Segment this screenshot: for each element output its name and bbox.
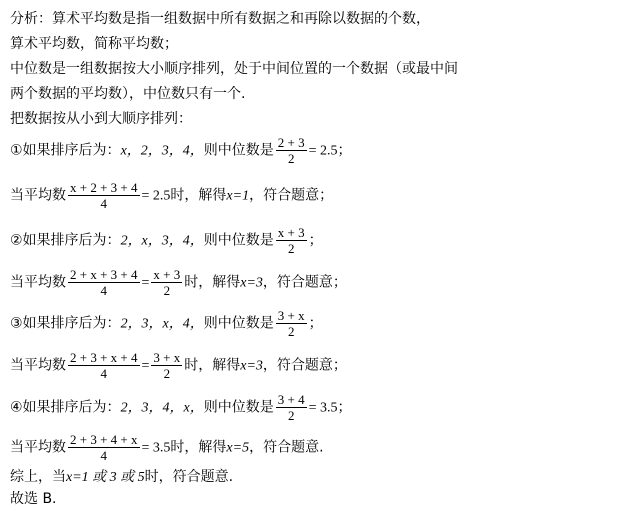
fraction-numerator: x + 3 [277, 225, 305, 240]
fraction-numerator: 3 + x [153, 350, 181, 365]
case-4-mean-result: = 3.5 [141, 440, 171, 456]
fraction-denominator: 4 [100, 448, 107, 463]
analysis-line-1: 分析：算术平均数是指一组数据中所有数据之和再除以数据的个数， [10, 11, 430, 27]
fraction-denominator: 4 [100, 366, 107, 381]
fraction-numerator: 2 + x + 3 + 4 [70, 267, 138, 282]
case-4-mean-fraction [68, 432, 140, 463]
case-3-mean-line [10, 350, 347, 381]
case-1-mean-result: = 2.5 [141, 188, 171, 204]
case-3-sequence: 2，3，x，4， [120, 316, 204, 332]
fraction-numerator: x + 3 [153, 267, 181, 282]
case-3-prefix: ③如果排序后为： [10, 315, 121, 332]
case-2-median-label: 则中位数是 [203, 232, 274, 249]
case-4-conclusion: ，符合题意. [249, 439, 324, 456]
case-1-line [10, 135, 352, 166]
fraction-denominator: 2 [287, 408, 295, 423]
case-2-line [10, 225, 323, 256]
fraction-denominator: 2 [163, 283, 171, 298]
case-2-median-fraction [276, 225, 307, 256]
case-2-rhs-fraction [151, 267, 182, 298]
case-4-sequence: 2，3，4，x， [120, 400, 204, 416]
case-3-median-fraction [276, 308, 307, 339]
fraction-denominator: 2 [287, 241, 295, 256]
case-4-solution: x=5 [226, 440, 250, 456]
case-2-prefix: ②如果排序后为： [10, 232, 121, 249]
case-1-prefix: ①如果排序后为： [10, 142, 121, 159]
analysis-line-4: 两个数据的平均数），中位数只有一个. [10, 86, 246, 102]
case-3-result: ； [308, 315, 323, 332]
case-2-result: ； [308, 232, 323, 249]
case-3-line [10, 308, 323, 339]
case-2-mean-line [10, 267, 347, 298]
case-3-mean-fraction [68, 350, 140, 381]
case-4-result: = 3.5； [308, 400, 352, 416]
case-1-conclusion: ，符合题意； [249, 187, 334, 204]
case-4-mean-prefix: 当平均数 [10, 439, 66, 456]
analysis-line-2: 算术平均数，简称平均数； [10, 36, 178, 52]
equals-sign: = [141, 275, 150, 291]
case-4-solve-label: 时，解得 [170, 439, 227, 456]
fraction-numerator: 3 + 4 [277, 392, 305, 407]
fraction-numerator: 2 + 3 + x + 4 [70, 350, 138, 365]
fraction-denominator: 2 [287, 324, 295, 339]
case-1-mean-prefix: 当平均数 [10, 187, 66, 204]
summary-prefix: 综上，当 [10, 469, 66, 485]
case-3-conclusion: ，符合题意； [262, 357, 347, 374]
case-3-solve-label: 时，解得 [184, 357, 241, 374]
case-4-prefix: ④如果排序后为： [10, 399, 121, 416]
fraction-denominator: 4 [100, 196, 107, 211]
summary-post: 时，符合题意. [144, 469, 234, 485]
case-1-mean-fraction [68, 180, 140, 211]
case-4-line [10, 392, 352, 423]
analysis-line-3: 中位数是一组数据按大小顺序排列，处于中间位置的一个数据（或最中间 [10, 61, 458, 77]
case-1-result: = 2.5； [308, 143, 352, 159]
summary-values: x=1 或 3 或 5 [66, 470, 145, 485]
case-2-mean-fraction [68, 267, 140, 298]
fraction-denominator: 4 [100, 283, 107, 298]
fraction-denominator: 2 [163, 366, 171, 381]
fraction-denominator: 2 [287, 151, 295, 166]
answer-line: 故选 B. [10, 491, 57, 507]
case-3-median-label: 则中位数是 [203, 315, 274, 332]
case-3-solution: x=3 [240, 358, 263, 374]
case-4-median-fraction [276, 392, 307, 423]
analysis-line-5: 把数据按从小到大顺序排列： [10, 111, 192, 127]
case-2-conclusion: ，符合题意； [262, 274, 347, 291]
case-1-sequence: x，2，3，4， [120, 143, 204, 159]
case-4-mean-line [10, 432, 324, 463]
case-1-median-fraction [276, 135, 307, 166]
case-1-solve-label: 时，解得 [170, 187, 227, 204]
case-3-rhs-fraction [151, 350, 182, 381]
fraction-numerator: 3 + x [277, 308, 305, 323]
case-1-solution: x=1 [226, 188, 250, 204]
summary-line [10, 468, 233, 487]
case-2-sequence: 2，x，3，4， [120, 233, 204, 249]
case-1-mean-line [10, 180, 333, 211]
case-2-solve-label: 时，解得 [184, 274, 241, 291]
case-3-mean-prefix: 当平均数 [10, 357, 66, 374]
fraction-numerator: 2 + 3 [277, 135, 305, 150]
case-2-mean-prefix: 当平均数 [10, 274, 66, 291]
fraction-numerator: 2 + 3 + 4 + x [70, 432, 138, 447]
case-2-solution: x=3 [240, 275, 263, 291]
equals-sign: = [141, 358, 150, 374]
fraction-numerator: x + 2 + 3 + 4 [70, 180, 138, 195]
case-1-median-label: 则中位数是 [203, 142, 274, 159]
case-4-median-label: 则中位数是 [203, 399, 274, 416]
